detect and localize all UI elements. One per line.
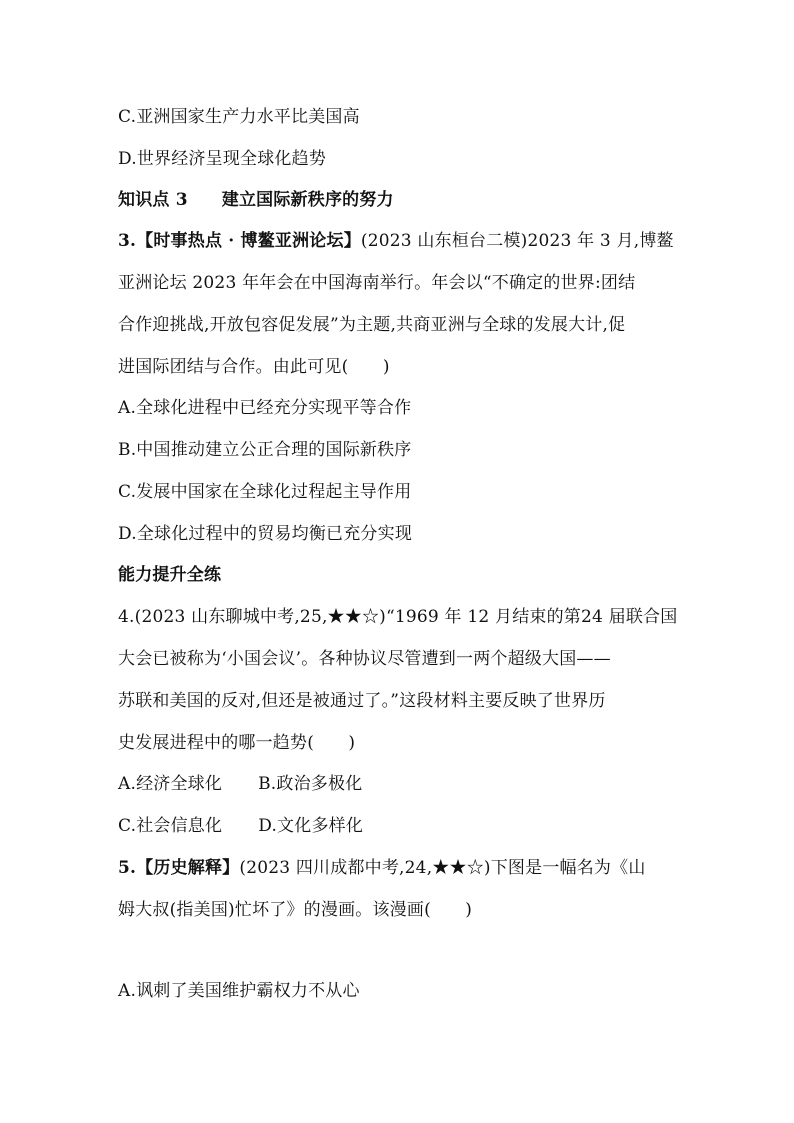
q3-line-2: 亚洲论坛 2023 年年会在中国海南举行。年会以“不确定的世界:团结 [118,273,636,293]
q2-option-c: C.亚洲国家生产力水平比美国高 [118,107,360,127]
q3-line-4: 进国际团结与合作。由此可见( ) [118,357,390,377]
q3-option-b: B.中国推动建立公正合理的国际新秩序 [118,440,412,460]
q2-option-d: D.世界经济呈现全球化趋势 [118,149,327,169]
q4-line-1: 4.(2023 山东聊城中考,25,★★☆)“1969 年 12 月结束的第24 届联合国 [118,607,678,627]
q3-line-1 [118,230,674,252]
q4-line-4: 史发展进程中的哪一趋势( ) [118,733,356,753]
q5-option-a: A.讽刺了美国维护霸权力不从心 [118,981,360,1001]
q5-line-1 [118,857,646,879]
q3-text-1: (2023 山东桓台二模)2023 年 3 月,博鳌 [360,231,674,251]
q4-options-row-2 [118,815,363,837]
q4-line-3: 苏联和美国的反对,但还是被通过了。”这段材料主要反映了世界历 [118,691,606,711]
q4-option-b: B.政治多极化 [258,774,363,794]
section-heading-knowledge-point-3 [118,189,394,211]
q3-line-3: 合作迎挑战,开放包容促发展”为主题,共商亚洲与全球的发展大计,促 [118,315,626,335]
section-title: 建立国际新秩序的努力 [221,190,394,210]
q3-number: 3. [118,231,137,251]
q5-tag: 【历史解释】 [136,858,240,878]
q4-line-2: 大会已被称为‘小国会议’。各种协议尽管遭到一两个超级大国—— [118,649,611,669]
q3-option-c: C.发展中国家在全球化过程起主导作用 [118,482,412,502]
q4-options-row-1 [118,773,362,795]
q5-number: 5. [118,858,137,878]
q3-option-a: A.全球化进程中已经充分实现平等合作 [118,398,412,418]
q3-option-d: D.全球化过程中的贸易均衡已充分实现 [118,524,413,544]
q3-tag: 【时事热点 · 博鳌亚洲论坛】 [136,231,361,251]
q4-option-a: A.经济全球化 [118,774,223,794]
q5-text-1: (2023 四川成都中考,24,★★☆)下图是一幅名为《山 [239,858,646,878]
section-label: 知识点 3 [118,190,188,210]
q4-option-c: C.社会信息化 [118,816,223,836]
q4-option-d: D.文化多样化 [258,816,364,836]
q5-line-2: 姆大叔(指美国)忙坏了》的漫画。该漫画( ) [118,900,473,920]
section-heading-ability: 能力提升全练 [118,565,222,585]
